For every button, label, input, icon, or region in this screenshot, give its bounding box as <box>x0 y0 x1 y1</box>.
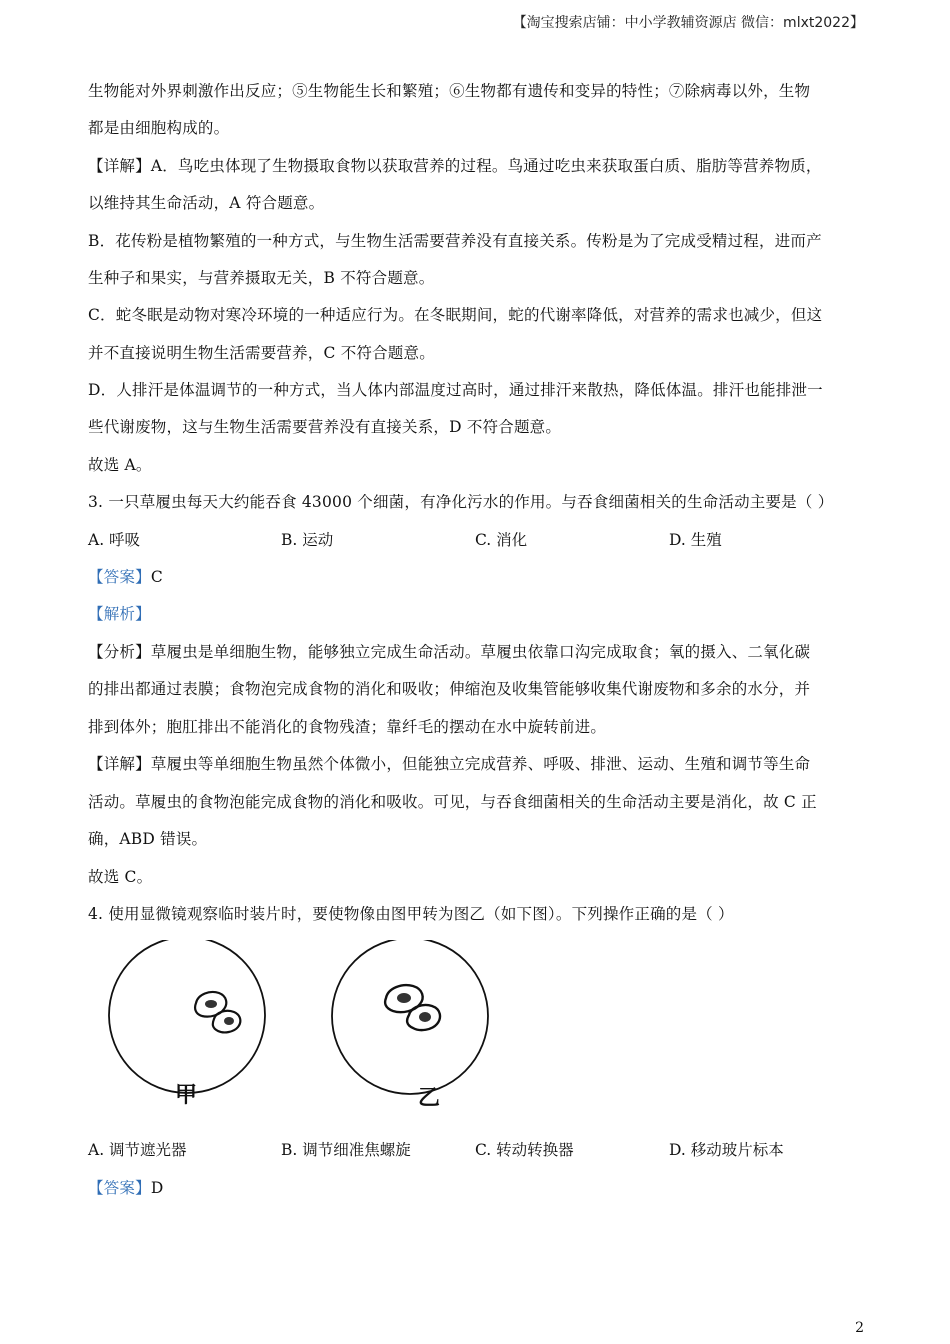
nucleus-lower-jia <box>224 1017 234 1025</box>
page-header: 【淘宝搜索店铺：中小学教辅资源店 微信：mlxt2022】 <box>512 15 864 31</box>
detail-tag: 【详解】 <box>88 755 151 773</box>
detail-tag: 【详解】 <box>88 157 151 175</box>
figure-label-yi: 乙 <box>418 1086 441 1111</box>
q3-fenxi-line: 排到体外；胞肛排出不能消化的食物残渣；靠纤毛的摆动在水中旋转前进。 <box>88 718 607 736</box>
q2-detail-line: D．人排汗是体温调节的一种方式，当人体内部温度过高时，通过排汗来散热，降低体温。排汗也能排泄一 <box>88 381 823 399</box>
nucleus-upper-jia <box>205 1000 217 1008</box>
page-number: 2 <box>855 1320 864 1336</box>
q3-option-d: D. 生殖 <box>669 531 722 549</box>
intro-line: 生物能对外界刺激作出反应；⑤生物能生长和繁殖；⑥生物都有遗传和变异的特性；⑦除病毒以外，生物 <box>88 82 811 100</box>
intro-line: 都是由细胞构成的。 <box>88 119 230 137</box>
field-of-view-circle-yi <box>332 940 488 1094</box>
q3-conclusion: 故选 C。 <box>88 868 153 886</box>
figure-yi <box>332 940 488 1111</box>
answer-tag: 【答案】 <box>88 1179 151 1197</box>
figure-jia <box>109 940 265 1108</box>
q3-option-b: B. 运动 <box>281 531 334 549</box>
q4-option-c: C. 转动转换器 <box>475 1141 574 1159</box>
answer-value: D <box>150 1179 164 1197</box>
q3-detail-line: 【详解】草履虫等单细胞生物虽然个体微小，但能独立完成营养、呼吸、排泄、运动、生殖和调节等生命 <box>88 755 811 773</box>
q4-option-a: A. 调节遮光器 <box>88 1141 187 1159</box>
q2-detail-line: 并不直接说明生物生活需要营养，C 不符合题意。 <box>88 344 435 362</box>
q3-detail-line: 确，ABD 错误。 <box>88 830 208 848</box>
answer-value: C <box>150 568 163 586</box>
q3-fenxi-line: 的排出都通过表膜；食物泡完成食物的消化和吸收；伸缩泡及收集管能够收集代谢废物和多余的水分，并 <box>88 680 811 698</box>
q2-detail-line: 些代谢废物，这与生物生活需要营养没有直接关系，D 不符合题意。 <box>88 418 562 436</box>
q4-option-d: D. 移动玻片标本 <box>669 1141 784 1159</box>
nucleus-upper-yi <box>397 993 411 1003</box>
q4-stem: 4. 使用显微镜观察临时装片时，要使物像由图甲转为图乙（如下图）。下列操作正确的是（ ） <box>88 905 734 923</box>
q3-stem: 3. 一只草履虫每天大约能吞食 43000 个细菌，有净化污水的作用。与吞食细菌相关的生命活动主要是（ ） <box>88 493 834 511</box>
field-of-view-circle-jia <box>109 940 265 1093</box>
q2-conclusion: 故选 A。 <box>88 456 152 474</box>
nucleus-lower-yi <box>419 1012 431 1022</box>
fenxi-tag: 【分析】 <box>88 643 151 661</box>
microscope-figure <box>100 940 500 1120</box>
q3-option-a: A. 呼吸 <box>88 531 141 549</box>
q4-answer <box>88 1177 163 1199</box>
q2-detail-line: C．蛇冬眠是动物对寒冷环境的一种适应行为。在冬眠期间，蛇的代谢率降低，对营养的需求也减少，但这 <box>88 306 823 324</box>
q3-detail-line: 活动。草履虫的食物泡能完成食物的消化和吸收。可见，与吞食细菌相关的生命活动主要是消化，故 C 正 <box>88 793 817 811</box>
q2-detail-line: B．花传粉是植物繁殖的一种方式，与生物生活需要营养没有直接关系。传粉是为了完成受精过程，进而产 <box>88 232 822 250</box>
q2-detail-line: 【详解】A．鸟吃虫体现了生物摄取食物以获取营养的过程。鸟通过吃虫来获取蛋白质、脂肪等营养物质， <box>88 157 822 175</box>
q3-answer <box>88 566 163 588</box>
figure-label-jia: 甲 <box>175 1083 198 1108</box>
q3-analysis-tag: 【解析】 <box>88 605 151 623</box>
q2-detail-line: 生种子和果实，与营养摄取无关，B 不符合题意。 <box>88 269 435 287</box>
q3-option-c: C. 消化 <box>475 531 528 549</box>
q2-detail-line: 以维持其生命活动，A 符合题意。 <box>88 194 325 212</box>
q3-fenxi-line: 【分析】草履虫是单细胞生物，能够独立完成生命活动。草履虫依靠口沟完成取食；氧的摄入、二氧化碳 <box>88 643 811 661</box>
answer-tag: 【答案】 <box>88 568 151 586</box>
q4-option-b: B. 调节细准焦螺旋 <box>281 1141 411 1159</box>
